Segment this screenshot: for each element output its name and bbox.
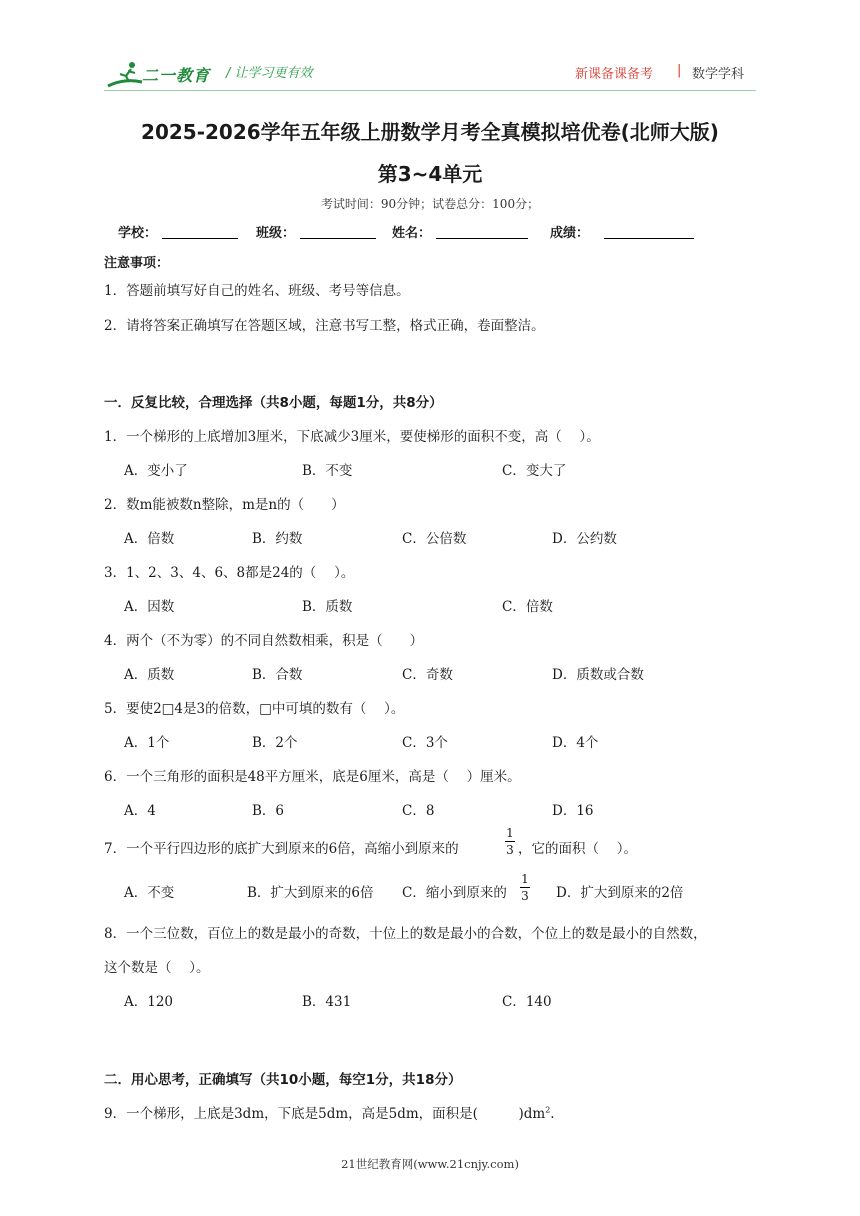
question-stem: 1．一个梯形的上底增加3厘米，下底减少3厘米，要使梯形的面积不变，高（ ）。	[104, 429, 600, 445]
option[interactable]: A．1个	[124, 735, 170, 751]
header-separator: |	[677, 63, 682, 78]
question-stem	[104, 1102, 555, 1122]
header-divider	[104, 90, 756, 91]
option[interactable]: B．约数	[252, 531, 303, 547]
question-stem: 6．一个三角形的面积是48平方厘米，底是6厘米，高是（ ）厘米。	[104, 769, 521, 785]
slogan: / 让学习更有效	[226, 66, 313, 81]
option[interactable]: D．16	[552, 803, 594, 819]
option[interactable]: B．合数	[252, 667, 303, 683]
option[interactable]: A．倍数	[124, 531, 175, 547]
notes-heading: 注意事项：	[104, 256, 170, 271]
fraction	[505, 826, 515, 857]
class-blank[interactable]	[300, 238, 376, 239]
page-title: 2025-2026学年五年级上册数学月考全真模拟培优卷(北师大版)	[141, 120, 719, 144]
school-blank[interactable]	[162, 238, 238, 239]
option[interactable]: C．3个	[402, 735, 448, 751]
question-stem: 7．一个平行四边形的底扩大到原来的6倍，高缩小到原来的	[104, 841, 459, 857]
option[interactable]: C．缩小到原来的	[402, 885, 507, 901]
note-item: 1．答题前填写好自己的姓名、班级、考号等信息。	[104, 283, 410, 299]
option[interactable]: B．质数	[302, 599, 353, 615]
name-label: 姓名：	[392, 226, 432, 241]
question-stem-tail: ，它的面积（ ）。	[518, 841, 638, 857]
fraction-numerator: 1	[521, 872, 529, 886]
fraction-bar	[505, 841, 515, 842]
fraction-bar	[520, 887, 530, 888]
class-label: 班级：	[256, 226, 296, 241]
option[interactable]: A．120	[124, 994, 174, 1010]
option[interactable]: C．变大了	[502, 463, 567, 479]
option[interactable]: D．公约数	[552, 531, 617, 547]
header-subject: 数学学科	[692, 67, 745, 82]
option[interactable]: A．4	[124, 803, 156, 819]
option[interactable]: B．431	[302, 994, 352, 1010]
option[interactable]: B．扩大到原来的6倍	[247, 885, 374, 901]
note-item: 2．请将答案正确填写在答题区域，注意书写工整，格式正确，卷面整洁。	[104, 318, 545, 334]
question-stem-cont: 这个数是（ ）。	[104, 960, 210, 976]
fraction	[520, 872, 530, 903]
option[interactable]: D．质数或合数	[552, 667, 644, 683]
option[interactable]: A．变小了	[124, 463, 188, 479]
option[interactable]: D．扩大到原来的2倍	[556, 885, 684, 901]
question-stem: 8．一个三位数，百位上的数是最小的奇数，十位上的数是最小的合数，个位上的数是最小的自然数，	[104, 926, 707, 942]
option[interactable]: C．倍数	[502, 599, 553, 615]
option[interactable]: C．公倍数	[402, 531, 467, 547]
option[interactable]: A．质数	[124, 667, 175, 683]
option[interactable]: B．6	[252, 803, 285, 819]
option[interactable]: C．140	[502, 994, 552, 1010]
unit: dm	[523, 1106, 546, 1122]
score-label: 成绩：	[550, 226, 590, 241]
option[interactable]: C．奇数	[402, 667, 453, 683]
fraction-numerator: 1	[506, 826, 514, 840]
score-blank[interactable]	[604, 238, 694, 239]
logo-text: 二一教育	[142, 66, 211, 85]
question-stem: 2．数m能被数n整除，m是n的（ ）	[104, 497, 345, 513]
option[interactable]: A．不变	[124, 885, 175, 901]
option[interactable]: B．2个	[252, 735, 298, 751]
name-blank[interactable]	[436, 238, 528, 239]
school-label: 学校：	[118, 226, 158, 241]
option[interactable]: A．因数	[124, 599, 175, 615]
option[interactable]: C．8	[402, 803, 435, 819]
question-stem: 4．两个（不为零）的不同自然数相乘，积是（ ）	[104, 633, 424, 649]
option[interactable]: B．不变	[302, 463, 353, 479]
fraction-denominator: 3	[521, 889, 529, 903]
footer: 21世纪教育网(www.21cnjy.com)	[341, 1157, 519, 1171]
section-heading: 一．反复比较，合理选择（共8小题，每题1分，共8分）	[104, 395, 443, 411]
question-stem: 3．1、2、3、4、6、8都是24的（ ）。	[104, 565, 355, 581]
option[interactable]: D．4个	[552, 735, 599, 751]
section-heading: 二．用心思考，正确填写（共10小题，每空1分，共18分）	[104, 1072, 462, 1088]
period: .	[550, 1106, 555, 1122]
question-stem: 5．要使2□4是3的倍数，□中可填的数有（ ）。	[104, 701, 405, 717]
fraction-denominator: 3	[506, 843, 514, 857]
exam-meta: 考试时间：90分钟；试卷总分：100分；	[320, 197, 540, 211]
page-subtitle: 第3~4单元	[377, 162, 483, 186]
unit-exponent: 2	[545, 1105, 551, 1115]
question-text: 9．一个梯形，上底是3dm，下底是5dm，高是5dm，面积是( )	[104, 1106, 524, 1122]
header-tagline: 新课备课备考	[575, 67, 654, 82]
